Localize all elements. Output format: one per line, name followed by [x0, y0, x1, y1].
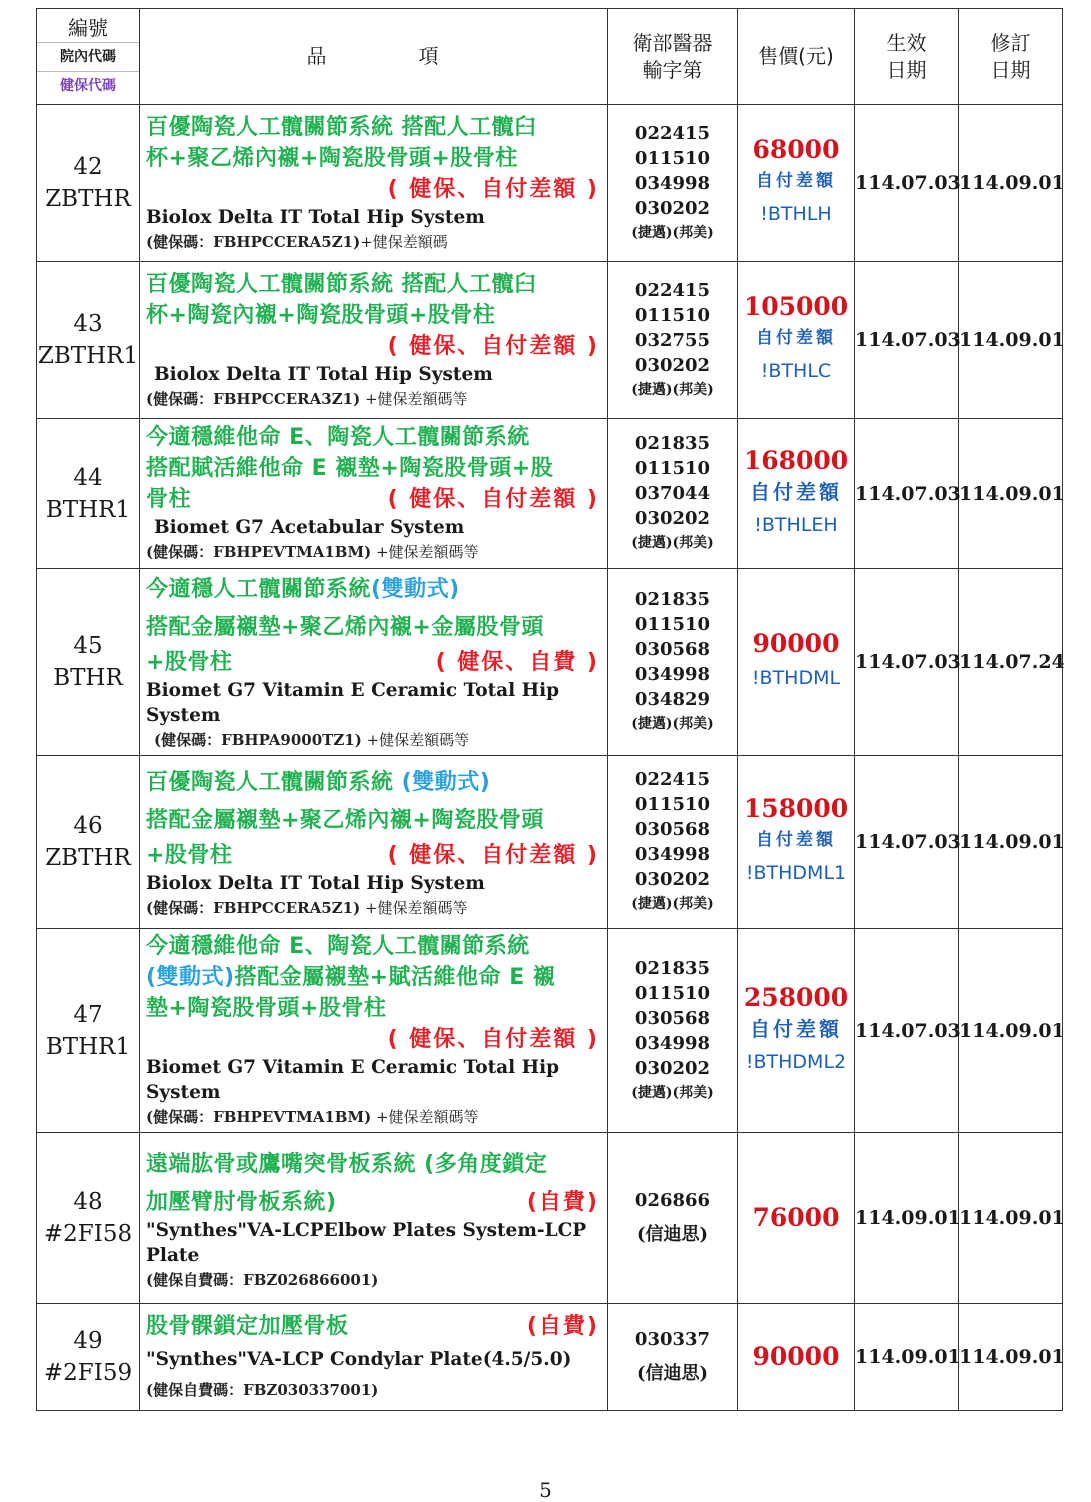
- table-row: [37, 262, 1063, 419]
- row-item: 今適穩維他命 E、陶瓷人工髖關節系統 (雙動式)搭配金屬襯墊+賦活維他命 E 襯 墊+陶瓷股骨頭+股骨柱 ( 健保、自付差額 ) Biomet G7 Vitamin E Ceramic Total Hip System (健保碼：FBHPEVTMA1BM) +健保差額碼等: [140, 929, 608, 1133]
- row-item: 百優陶瓷人工髖關節系統 (雙動式) 搭配金屬襯墊+聚乙烯內襯+陶瓷股骨頭 +股骨柱 ( 健保、自付差額 ) Biolox Delta IT Total Hip System (健保碼：FBHPCCERA5Z1) +健保差額碼等: [140, 756, 608, 929]
- row-item: 遠端肱骨或鷹嘴突骨板系統 (多角度鎖定 加壓臂肘骨板系統) (自費) "Synthes"VA-LCPElbow Plates System-LCP Plate (健保自費碼：FBZ026866001): [140, 1133, 608, 1304]
- row-revised-date: 114.09.01: [959, 105, 1063, 262]
- header-code: 編號 院內代碼 健保代碼: [37, 9, 140, 105]
- row-item: 今適穩維他命 E、陶瓷人工髖關節系統 搭配賦活維他命 E 襯墊+陶瓷股骨頭+股 骨柱 ( 健保、自付差額 ) Biomet G7 Acetabular System (健保碼：FBHPEVTMA1BM) +健保差額碼等: [140, 419, 608, 569]
- table-row: [37, 1133, 1063, 1304]
- row-effective-date: 114.07.03: [855, 419, 959, 569]
- row-effective-date: 114.07.03: [855, 569, 959, 756]
- row-price: 76000: [738, 1133, 855, 1304]
- table-row: [37, 105, 1063, 262]
- header-revised: 修訂 日期: [959, 9, 1063, 105]
- row-code: 46 ZBTHR: [37, 756, 140, 929]
- row-revised-date: 114.09.01: [959, 419, 1063, 569]
- table-row: [37, 569, 1063, 756]
- row-code: 42 ZBTHR: [37, 105, 140, 262]
- row-effective-date: 114.07.03: [855, 262, 959, 419]
- header-effective: 生效 日期: [855, 9, 959, 105]
- row-revised-date: 114.09.01: [959, 262, 1063, 419]
- row-code: 44 BTHR1: [37, 419, 140, 569]
- row-revised-date: 114.09.01: [959, 929, 1063, 1133]
- row-code: 47 BTHR1: [37, 929, 140, 1133]
- row-revised-date: 114.09.01: [959, 756, 1063, 929]
- row-price: 68000 自付差額 !BTHLH: [738, 105, 855, 262]
- row-code: 43 ZBTHR1: [37, 262, 140, 419]
- header-item: 品 項: [140, 9, 608, 105]
- row-code: 45 BTHR: [37, 569, 140, 756]
- row-item: 百優陶瓷人工髖關節系統 搭配人工髖臼 杯+聚乙烯內襯+陶瓷股骨頭+股骨柱 ( 健保、自付差額 ) Biolox Delta IT Total Hip System (健保碼：FBHPCCERA5Z1)+健保差額碼: [140, 105, 608, 262]
- table-row: [37, 756, 1063, 929]
- row-effective-date: 114.07.03: [855, 756, 959, 929]
- row-price: 105000 自付差額 !BTHLC: [738, 262, 855, 419]
- row-effective-date: 114.09.01: [855, 1133, 959, 1304]
- row-license: 021835 011510 030568 034998 030202 (捷邁)(邦美): [608, 929, 738, 1133]
- row-revised-date: 114.09.01: [959, 1133, 1063, 1304]
- row-revised-date: 114.07.24: [959, 569, 1063, 756]
- table-row: [37, 419, 1063, 569]
- row-item: 股骨髁鎖定加壓骨板 (自費) "Synthes"VA-LCP Condylar Plate(4.5/5.0) (健保自費碼：FBZ030337001): [140, 1304, 608, 1411]
- row-revised-date: 114.09.01: [959, 1304, 1063, 1411]
- row-effective-date: 114.07.03: [855, 929, 959, 1133]
- row-price: 90000: [738, 1304, 855, 1411]
- header-price: 售價(元): [738, 9, 855, 105]
- price-table: [36, 8, 1063, 1411]
- table-row: [37, 929, 1063, 1133]
- row-effective-date: 114.09.01: [855, 1304, 959, 1411]
- row-price: 258000 自付差額 !BTHDML2: [738, 929, 855, 1133]
- row-license: 022415 011510 032755 030202 (捷邁)(邦美): [608, 262, 738, 419]
- row-effective-date: 114.07.03: [855, 105, 959, 262]
- row-price: 158000 自付差額 !BTHDML1: [738, 756, 855, 929]
- table-row: [37, 1304, 1063, 1411]
- page-number: 5: [539, 1478, 552, 1502]
- row-code: 49 #2FI59: [37, 1304, 140, 1411]
- row-license: 022415 011510 030568 034998 030202 (捷邁)(邦美): [608, 756, 738, 929]
- header-row: [37, 9, 1063, 105]
- row-license: 021835 011510 030568 034998 034829 (捷邁)(邦美): [608, 569, 738, 756]
- row-code: 48 #2FI58: [37, 1133, 140, 1304]
- row-license: 022415 011510 034998 030202 (捷邁)(邦美): [608, 105, 738, 262]
- row-item: 百優陶瓷人工髖關節系統 搭配人工髖臼 杯+陶瓷內襯+陶瓷股骨頭+股骨柱 ( 健保、自付差額 ) Biolox Delta IT Total Hip System (健保碼：FBHPCCERA3Z1) +健保差額碼等: [140, 262, 608, 419]
- header-license: 衛部醫器 輸字第: [608, 9, 738, 105]
- row-license: 021835 011510 037044 030202 (捷邁)(邦美): [608, 419, 738, 569]
- row-license: 026866 (信迪思): [608, 1133, 738, 1304]
- row-item: 今適穩人工髖關節系統(雙動式) 搭配金屬襯墊+聚乙烯內襯+金屬股骨頭 +股骨柱 ( 健保、自費 ) Biomet G7 Vitamin E Ceramic Total Hip System (健保碼：FBHPA9000TZ1) +健保差額碼等: [140, 569, 608, 756]
- row-price: 168000 自付差額 !BTHLEH: [738, 419, 855, 569]
- row-price: 90000 !BTHDML: [738, 569, 855, 756]
- row-license: 030337 (信迪思): [608, 1304, 738, 1411]
